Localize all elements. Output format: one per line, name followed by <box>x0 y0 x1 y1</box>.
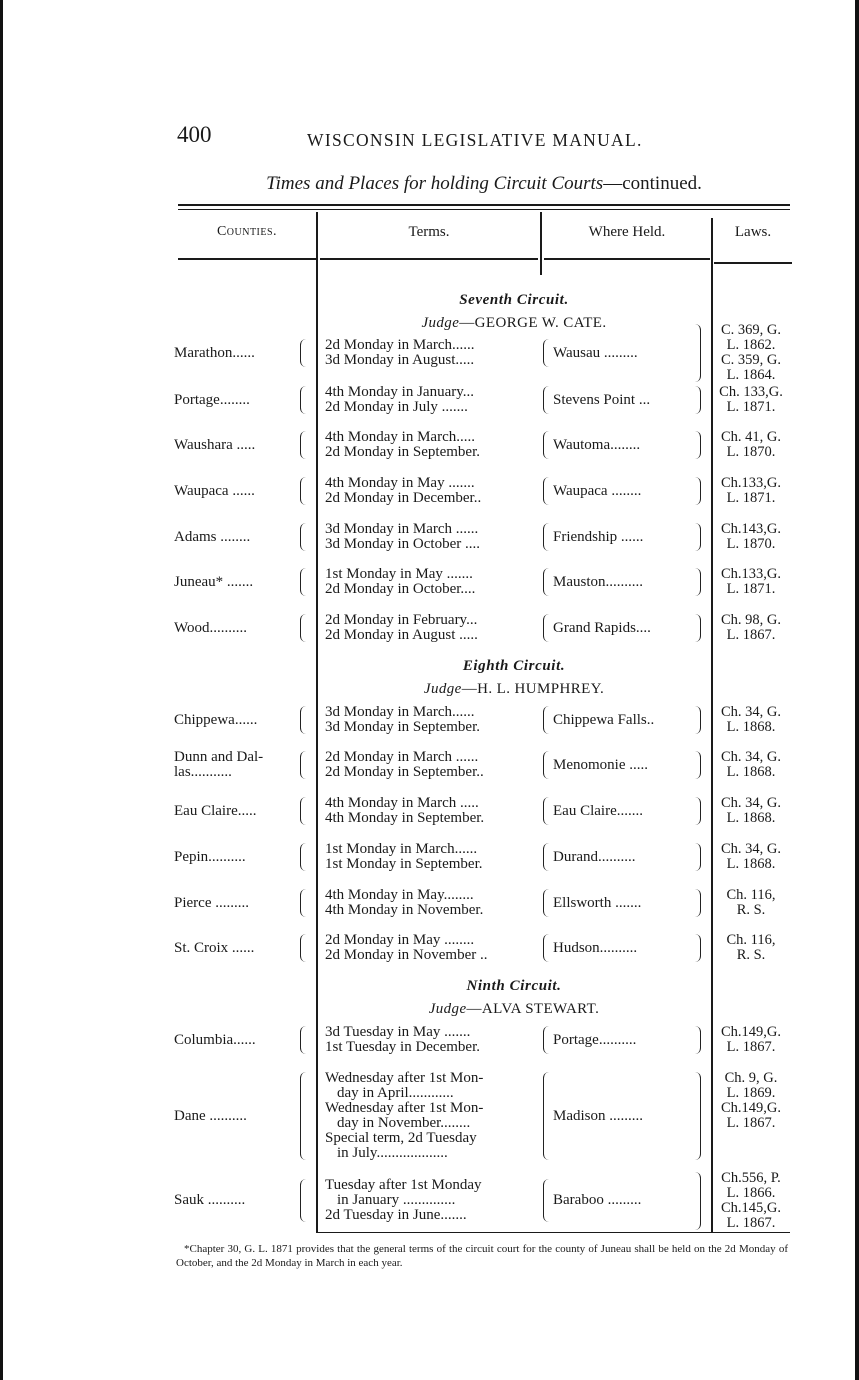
law-line: L. 1867. <box>726 1115 776 1131</box>
brace-right <box>692 523 701 551</box>
term-line: 3d Monday in October .... <box>325 537 480 552</box>
law-line: L. 1867. <box>726 1039 776 1055</box>
column-divider-1 <box>316 212 318 1232</box>
law-line: Ch. 34, G. <box>720 704 782 720</box>
court-terms <box>325 1178 538 1223</box>
brace-left <box>543 386 552 414</box>
court-terms <box>325 1071 538 1161</box>
county-line: Sauk .......... <box>174 1193 246 1208</box>
where-held: Waupaca ........ <box>553 483 642 499</box>
court-terms <box>325 933 538 963</box>
term-line: day in April............ <box>337 1086 454 1101</box>
judge-name: —ALVA STEWART. <box>466 1001 600 1017</box>
law-line: Ch.149,G. <box>720 1100 782 1116</box>
where-held: Eau Claire....... <box>553 803 643 819</box>
where-held: Madison ......... <box>553 1108 643 1124</box>
term-line: 1st Tuesday in December. <box>325 1040 480 1055</box>
county-line: Chippewa...... <box>174 712 258 728</box>
term-line: 2d Monday in March ...... <box>325 750 479 765</box>
court-terms <box>325 613 538 643</box>
county-line: St. Croix ...... <box>174 940 255 956</box>
county-name <box>174 804 302 819</box>
brace-left <box>543 1072 552 1160</box>
law-line: L. 1864. <box>726 367 776 383</box>
county-name <box>174 941 302 956</box>
law-line: L. 1868. <box>726 810 776 826</box>
county-name <box>174 896 302 911</box>
term-line: 1st Monday in May ....... <box>325 567 473 582</box>
brace-left <box>300 568 309 596</box>
brace-left <box>300 386 309 414</box>
term-line: Special term, 2d Tuesday <box>325 1131 477 1146</box>
law-line: Ch.143,G. <box>720 521 782 537</box>
law-line: Ch. 34, G. <box>720 749 782 765</box>
term-line: Tuesday after 1st Monday <box>325 1178 482 1193</box>
law-line: L. 1870. <box>726 444 776 460</box>
county-name <box>174 530 302 545</box>
where-held: Friendship ...... <box>553 529 644 545</box>
bottom-rule <box>316 1232 790 1233</box>
county-line: Adams ........ <box>174 529 251 545</box>
brace-left <box>300 751 309 779</box>
brace-right <box>692 1172 701 1230</box>
brace-left <box>300 431 309 459</box>
brace-left <box>300 614 309 642</box>
court-terms <box>325 338 538 368</box>
where-held: Durand.......... <box>553 849 636 865</box>
brace-left <box>300 523 309 551</box>
law-line: L. 1870. <box>726 536 776 552</box>
laws-citation <box>708 567 794 597</box>
term-line: 2d Monday in December.. <box>325 491 482 506</box>
law-line: L. 1868. <box>726 764 776 780</box>
header-rule-2 <box>320 258 538 260</box>
county-name <box>174 750 302 780</box>
term-line: 4th Monday in May........ <box>325 888 474 903</box>
brace-left <box>300 1026 309 1054</box>
court-terms <box>325 430 538 460</box>
brace-left <box>543 1179 552 1222</box>
term-line: 4th Monday in September. <box>325 811 485 826</box>
judge-line <box>318 1001 710 1018</box>
brace-left <box>543 431 552 459</box>
court-terms <box>325 842 538 872</box>
brace-right <box>692 797 701 825</box>
court-terms <box>325 385 538 415</box>
term-line: 3d Monday in March ...... <box>325 522 479 537</box>
brace-left <box>543 568 552 596</box>
term-line: 3d Monday in August..... <box>325 353 475 368</box>
term-line: Wednesday after 1st Mon- <box>325 1101 484 1116</box>
brace-right <box>692 568 701 596</box>
judge-line <box>318 315 710 332</box>
county-line: Wood.......... <box>174 620 247 636</box>
judge-line <box>318 681 710 698</box>
brace-left <box>300 843 309 871</box>
brace-right <box>692 706 701 734</box>
term-line: 4th Monday in March ..... <box>325 796 479 811</box>
law-line: Ch. 34, G. <box>720 841 782 857</box>
brace-left <box>300 797 309 825</box>
law-line: L. 1869. <box>726 1085 776 1101</box>
county-line: Pepin.......... <box>174 849 246 865</box>
county-line: Marathon...... <box>174 345 255 361</box>
law-line: Ch. 34, G. <box>720 795 782 811</box>
law-line: Ch.133,G. <box>720 566 782 582</box>
term-line: 2d Monday in July ....... <box>325 400 468 415</box>
laws-citation <box>708 1071 794 1131</box>
law-line: L. 1866. <box>726 1184 776 1201</box>
law-line: R. S. <box>736 902 766 918</box>
county-name <box>174 346 302 361</box>
court-terms <box>325 1025 538 1055</box>
law-line: L. 1867. <box>726 1214 776 1231</box>
law-line: Ch. 41, G. <box>720 429 782 445</box>
scan-border-right <box>855 0 859 1380</box>
county-name <box>174 1193 302 1208</box>
term-line: 1st Monday in March...... <box>325 842 478 857</box>
where-held: Stevens Point ... <box>553 392 651 408</box>
term-line: 4th Monday in November. <box>325 903 484 918</box>
county-line: Eau Claire..... <box>174 803 257 819</box>
top-rule-thin <box>178 209 790 210</box>
term-line: 4th Monday in May ....... <box>325 476 475 491</box>
county-name <box>174 438 302 453</box>
law-line: Ch.133,G. <box>720 475 782 491</box>
judge-name: —H. L. HUMPHREY. <box>461 681 605 697</box>
county-name <box>174 850 302 865</box>
laws-citation <box>708 842 794 872</box>
term-line: 2d Monday in August ..... <box>325 628 478 643</box>
where-held: Ellsworth ....... <box>553 895 642 911</box>
where-held: Chippewa Falls.. <box>553 712 655 728</box>
circuit-heading: Eighth Circuit. <box>462 658 566 674</box>
brace-right <box>692 431 701 459</box>
law-line: L. 1867. <box>726 627 776 643</box>
laws-citation <box>708 888 794 918</box>
brace-right <box>692 934 701 962</box>
laws-citation <box>708 796 794 826</box>
where-held: Wausau ......... <box>553 345 638 361</box>
brace-left <box>543 934 552 962</box>
county-line: las........... <box>174 765 232 780</box>
law-line: R. S. <box>736 947 766 963</box>
term-line: day in November........ <box>337 1116 471 1131</box>
court-terms <box>325 705 538 735</box>
term-line: 2d Tuesday in June....... <box>325 1208 467 1223</box>
brace-left <box>543 1026 552 1054</box>
law-line: C. 359, G. <box>720 352 782 368</box>
law-line: L. 1868. <box>726 719 776 735</box>
column-header-counties: Counties. <box>216 224 278 239</box>
laws-citation <box>708 750 794 780</box>
judge-name: —GEORGE W. CATE. <box>459 315 607 331</box>
brace-right <box>692 614 701 642</box>
brace-left <box>300 706 309 734</box>
where-held: Baraboo ......... <box>553 1193 642 1208</box>
county-name <box>174 575 302 590</box>
header-rule-1 <box>178 258 316 260</box>
header-rule-4 <box>714 262 792 264</box>
where-held: Portage.......... <box>553 1032 637 1048</box>
page-number: 400 <box>177 122 212 147</box>
brace-left <box>543 477 552 505</box>
county-name <box>174 393 302 408</box>
brace-right <box>692 477 701 505</box>
term-line: in January .............. <box>337 1193 456 1208</box>
table-title-main: Times and Places for holding Circuit Courts <box>266 173 604 194</box>
table-title-continued: —continued. <box>603 173 702 194</box>
term-line: 1st Monday in September. <box>325 857 483 872</box>
county-line: Pierce ......... <box>174 895 249 911</box>
law-line: Ch. 133,G. <box>719 384 783 400</box>
county-name <box>174 713 302 728</box>
laws-citation <box>708 613 794 643</box>
brace-left <box>543 339 552 367</box>
laws-citation <box>708 522 794 552</box>
county-name <box>174 621 302 636</box>
brace-right <box>692 324 701 382</box>
county-line: Dane .......... <box>174 1108 247 1124</box>
judge-label: Judge <box>423 681 462 697</box>
term-line: 3d Tuesday in May ....... <box>325 1025 471 1040</box>
laws-citation <box>708 933 794 963</box>
court-terms <box>325 888 538 918</box>
term-line: 2d Monday in February... <box>325 613 478 628</box>
term-line: 2d Monday in September.. <box>325 765 484 780</box>
brace-left <box>543 889 552 917</box>
where-held: Mauston.......... <box>553 574 643 590</box>
brace-left <box>543 706 552 734</box>
brace-left <box>543 751 552 779</box>
term-line: 3d Monday in September. <box>325 720 480 735</box>
laws-citation <box>708 705 794 735</box>
judge-label: Judge <box>421 315 460 331</box>
brace-right <box>692 889 701 917</box>
brace-left <box>300 1072 309 1160</box>
brace-right <box>692 843 701 871</box>
law-line: Ch.145,G. <box>720 1199 782 1216</box>
term-line: 4th Monday in January... <box>325 385 475 400</box>
where-held: Menomonie ..... <box>553 757 648 773</box>
court-terms <box>325 567 538 597</box>
column-divider-2 <box>540 212 542 275</box>
brace-left <box>300 934 309 962</box>
county-line: Waushara ..... <box>174 437 256 453</box>
scan-border-left <box>0 0 3 1380</box>
brace-right <box>692 1072 701 1160</box>
law-line: Ch. 9, G. <box>724 1070 778 1086</box>
law-line: L. 1871. <box>726 581 776 597</box>
judge-label: Judge <box>428 1001 467 1017</box>
law-line: L. 1871. <box>726 490 776 506</box>
county-name <box>174 1109 302 1124</box>
circuit-heading: Ninth Circuit. <box>466 978 562 994</box>
laws-citation <box>708 323 794 383</box>
laws-citation <box>708 476 794 506</box>
brace-right <box>692 751 701 779</box>
column-header-terms: Terms. <box>408 224 450 240</box>
term-line: 2d Monday in October.... <box>325 582 476 597</box>
law-line: Ch. 116, <box>726 887 776 903</box>
term-line: 3d Monday in March...... <box>325 705 475 720</box>
county-line: Waupaca ...... <box>174 483 255 499</box>
where-held: Grand Rapids.... <box>553 620 651 636</box>
court-terms <box>325 750 538 780</box>
term-line: 2d Monday in November .. <box>325 948 488 963</box>
laws-citation <box>708 1171 794 1231</box>
top-rule-thick <box>178 204 790 206</box>
law-line: L. 1868. <box>726 856 776 872</box>
law-line: Ch.149,G. <box>720 1024 782 1040</box>
running-head: WISCONSIN LEGISLATIVE MANUAL. <box>307 130 643 150</box>
county-name <box>174 1033 302 1048</box>
law-line: Ch. 116, <box>726 932 776 948</box>
brace-left <box>543 614 552 642</box>
county-name <box>174 484 302 499</box>
court-terms <box>325 476 538 506</box>
county-line: Dunn and Dal- <box>174 750 264 765</box>
brace-right <box>692 386 701 414</box>
law-line: C. 369, G. <box>720 322 782 338</box>
where-held: Hudson.......... <box>553 940 638 956</box>
where-held: Wautoma........ <box>553 437 641 453</box>
county-line: Juneau* ....... <box>174 574 254 590</box>
laws-citation <box>708 1025 794 1055</box>
table-title <box>178 173 790 195</box>
term-line: 2d Monday in May ........ <box>325 933 475 948</box>
court-terms <box>325 796 538 826</box>
column-header-where-held: Where Held. <box>588 224 666 240</box>
laws-citation <box>708 385 794 415</box>
circuit-heading: Seventh Circuit. <box>459 292 569 308</box>
column-header-laws: Laws. <box>734 224 772 240</box>
law-line: L. 1862. <box>726 337 776 353</box>
court-terms <box>325 522 538 552</box>
brace-left <box>543 843 552 871</box>
county-line: Portage........ <box>174 392 250 408</box>
brace-left <box>300 477 309 505</box>
brace-left <box>543 523 552 551</box>
brace-left <box>300 889 309 917</box>
law-line: L. 1871. <box>726 399 776 415</box>
brace-left <box>543 797 552 825</box>
header-rule-3 <box>544 258 710 260</box>
term-line: 2d Monday in March...... <box>325 338 475 353</box>
laws-citation <box>708 430 794 460</box>
brace-left <box>300 1179 309 1222</box>
term-line: 4th Monday in March..... <box>325 430 475 445</box>
law-line: Ch.556, P. <box>721 1169 781 1186</box>
law-line: Ch. 98, G. <box>720 612 782 628</box>
brace-right <box>692 1026 701 1054</box>
footnote: *Chapter 30, G. L. 1871 provides that the general terms of the circuit court for the county of Juneau shall be held on the 2d Monday of October, and the 2d Monday in March in each year. <box>176 1243 788 1269</box>
term-line: Wednesday after 1st Mon- <box>325 1071 484 1086</box>
county-line: Columbia...... <box>174 1032 256 1048</box>
term-line: 2d Monday in September. <box>325 445 480 460</box>
brace-left <box>300 339 309 367</box>
term-line: in July................... <box>337 1146 448 1161</box>
